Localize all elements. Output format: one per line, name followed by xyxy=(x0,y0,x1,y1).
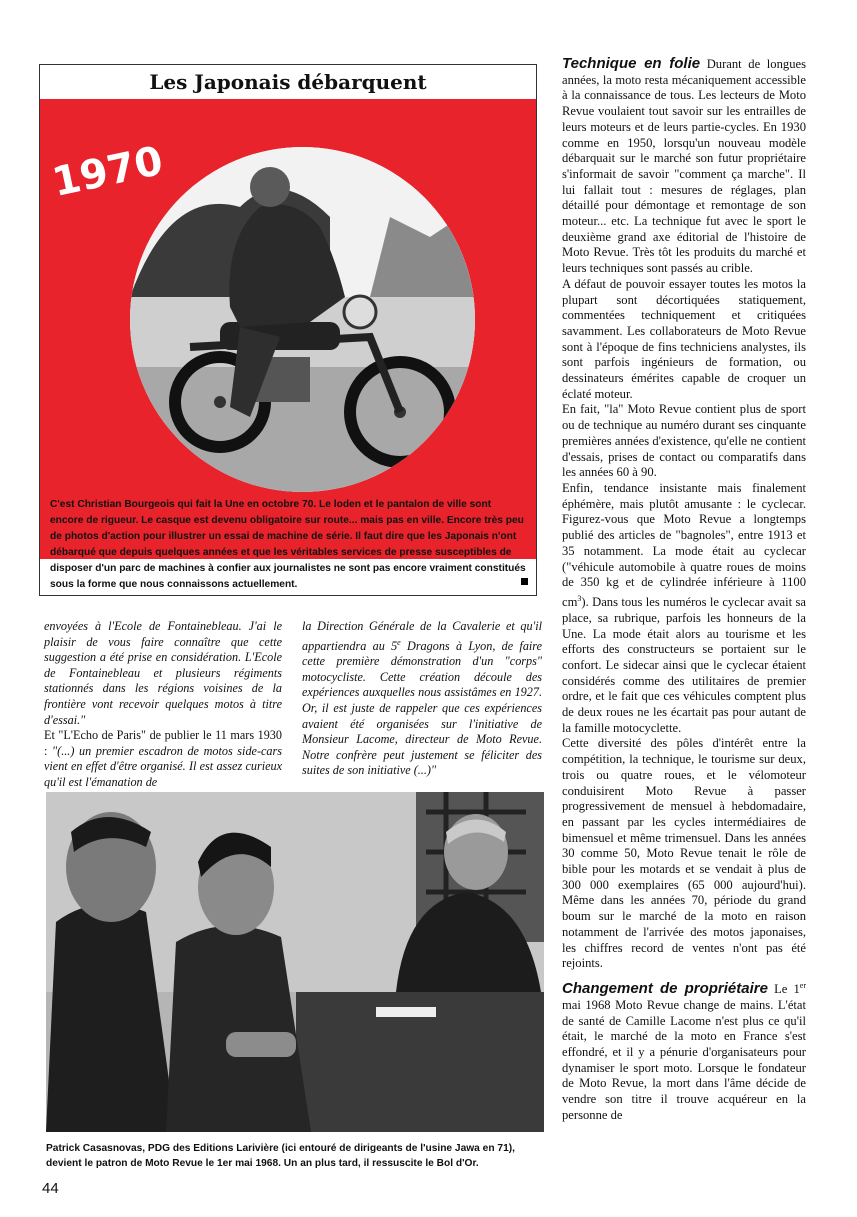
page-number: 44 xyxy=(42,1180,59,1197)
column-b-text-2: Dragons à Lyon, de faire cette première démonstration d'un "corps" motocycliste. Cette création découle des expériences auxquelles nous assistâmes en 1927. Or, il est juste de rappeler que ces expériences avaient été organisées sur l'initiative de Monsieur Lacome, directeur de Moto Revue. Notre confrère peut justement se féliciter des suites de son initiative (...)" xyxy=(302,638,543,778)
feature-box xyxy=(39,64,537,596)
feature-title: Les Japonais débarquent xyxy=(40,65,536,99)
section-2-paragraph-1 xyxy=(562,978,806,1124)
column-b-superscript: e xyxy=(397,637,401,647)
section-2-text-b: mai 1968 Moto Revue change de mains. L'état de santé de Camille Lacome n'est plus ce qu'il était, le marché de la moto en France s'est effondré, et il y a pénurie d'organisateurs pour dynamiser le sport moto. Lorsque le fondateur de Moto Revue, la mort dans l'âme décide de vendre son titre il trouve acquéreur en la personne de xyxy=(562,997,806,1122)
column-b xyxy=(302,619,542,779)
right-column xyxy=(562,56,806,1123)
column-a-paragraph-2-italic: "(...) un premier escadron de motos side-cars vient en effet d'être organisé. Il est assez curieux qu'il est l'émanation de xyxy=(44,743,282,789)
section-heading-proprietaire: Changement de propriétaire xyxy=(562,980,768,998)
section-heading-technique: Technique en folie xyxy=(562,55,701,72)
section-1-paragraph-4 xyxy=(562,481,806,736)
column-a-paragraph-1: envoyées à l'Ecole de Fontainebleau. J'ai le plaisir de vous faire connaître que cette suggestion a été prise en considération. L'Ecole de Fontainebleau et plusieurs régiments stationnés dans les régions voisines de la frontière vont recevoir quelques motos à titre d'essai." xyxy=(44,619,282,727)
group-photo-caption: Patrick Casasnovas, PDG des Editions Larivière (ici entouré de dirigeants de l'usine Jawa en 71), devient le patron de Moto Revue le 1er mai 1968. Un an plus tard, il ressuscite le Bol d'Or. xyxy=(46,1143,515,1169)
column-b-text-1: la Direction Générale de la Cavalerie et qu'il appartiendra au 5 xyxy=(302,619,542,653)
column-a-paragraph-2-roman: Et "L'Echo de Paris" de publier le 11 mars 1930 : xyxy=(44,728,282,758)
section-1-text-4b: ). Dans tous les numéros le cyclecar avait sa place, sa rubrique, parfois les honneurs de la Une. La mode était alors au tourisme et les efforts des constructeurs se portaient sur le confort. Le sidecar ainsi que le cyclecar étaient considérés comme des utilitaires de premier ordre, et le fait que ces véhicules comptent plus de deux roues ne les écartait pas pour autant de la famille motocyclette. xyxy=(562,595,806,735)
section-1-superscript: 3 xyxy=(577,593,582,603)
section-1-paragraph-2: A défaut de pouvoir essayer toutes les motos la plupart sont décortiquées statiquement, commentées techniquement et critiquées savamment. Les collaborateurs de Moto Revue sont à l'époque de fins techniciens analystes, ils sont parfois ingénieurs de formation, ou dessinateurs émérites capable de croquer un éclaté moteur. xyxy=(562,276,806,401)
section-2-superscript: er xyxy=(799,980,806,990)
motorcycle-photo-illustration xyxy=(130,147,475,492)
section-1-paragraph-3: En fait, "la" Moto Revue contient plus de sport ou de technique au numéro durant ses cinquante premières années d'existence, qu'elle ne contient d'essais, prises de contact ou comparatifs dans les années 60 à 90. xyxy=(562,402,806,480)
column-a xyxy=(44,619,282,791)
section-1-text-4a: Enfin, tendance insistante mais finalement éphémère, mais plutôt amusante : le cyclecar. Figurez-vous que Moto Revue a longtemps publié des articles de "bagnoles", entre 1913 et 35 notamment. La mode était au cyclecar ("véhicule automobile à quatre roues de moins de 350 kg et de cylindrée inférieure à 1100 cm xyxy=(562,480,806,610)
motorcycle-photo xyxy=(130,147,475,492)
section-1-paragraph-5: Cette diversité des pôles d'intérêt entre la compétition, la technique, le tourisme sur deux, trois ou quatre roues, et le vélomoteur conduisirent Moto Revue à passer progressivement de mensuel à hebdomadaire, en passant par les cycles intermédiaires de bimensuel et même trimensuel. Dans les années 30 comme 50, Moto Revue tenait le rôle de bible pour les motards et se vendait à plus de 300 000 exemplaires (65 000 aujourd'hui). Même dans les années 70, période du grand boum sur le marché de la moto en raison notamment de l'arrivée des motos japonaises, les chiffres record de ventes n'ont pas été rejoints. xyxy=(562,736,806,971)
end-of-article-square-icon xyxy=(521,578,528,585)
section-1-text-1: Durant de longues années, la moto resta mécaniquement accessible à la connaissance de tous. Les lecteurs de Moto Revue voulaient tout savoir sur les entrailles de leurs moteurs et de leurs partie-cycles. En 1930 comme en 1950, lorsqu'un nouveau modèle débarquait sur le marché son futur propriétaire s'informait de savoir "comment ça marche". Il lui fallait tout : mesures de réglages, plan détaillé pour démontage et remontage de son moteur... etc. La technique fut avec le sport le deuxième grand axe éditorial de l'histoire de Moto Revue. Très tôt les produits du marché et leurs techniques sont passés au crible. xyxy=(562,57,806,276)
feature-red-panel xyxy=(40,99,536,559)
section-2-text-a: Le 1 xyxy=(767,982,800,997)
group-photo-illustration xyxy=(46,792,544,1132)
year-label: 1970 xyxy=(48,137,167,207)
section-1-paragraph-1 xyxy=(562,56,806,277)
group-photo xyxy=(46,792,544,1132)
feature-caption: C'est Christian Bourgeois qui fait la Une en octobre 70. Le loden et le pantalon de ville sont encore de rigueur. Le casque est devenu obligatoire sur route... mais pas en ville. Encore très peu de photos d'action pour illustrer un essai de machine de série. Il faut dire que les Japonais n'ont débarqué que depuis quelques années et que les véritables services de presse susceptibles de disposer d'un parc de machines à confier aux journalistes ne sont pas encore vraiment constitués sous la forme que nous connaissons actuellement. xyxy=(50,499,526,590)
